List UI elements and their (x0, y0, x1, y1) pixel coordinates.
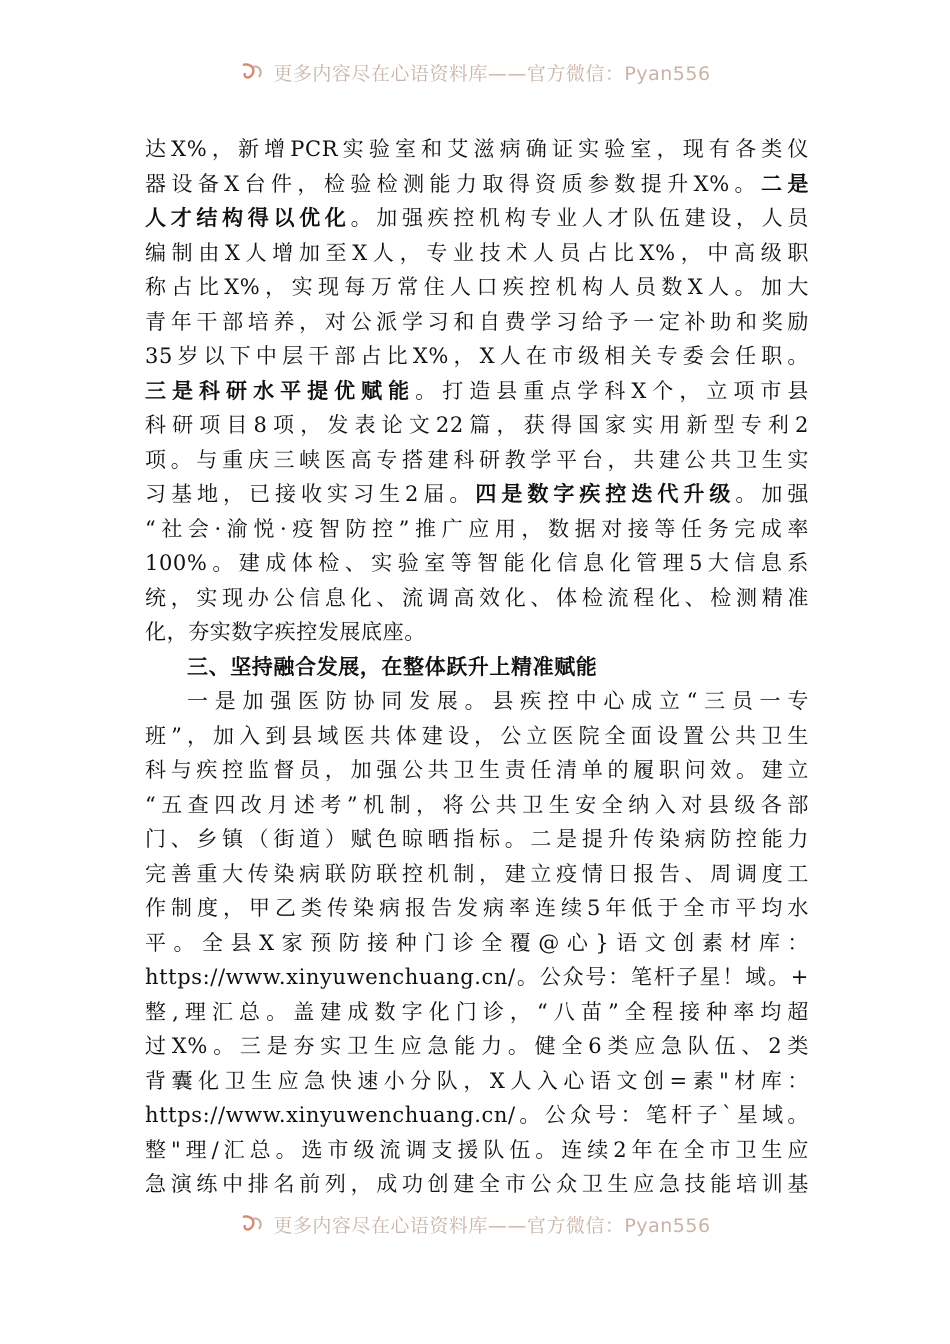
text-line: 人才结构得以优化。加强疾控机构专业人才队伍建设，人员 (145, 206, 809, 230)
text-line: 科与疾控监督员，加强公共卫生责任清单的履职问效。建立 (145, 758, 809, 782)
text-line: 化，夯实数字疾控发展底座。 (145, 620, 426, 644)
text-line: 平。全县X家预防接种门诊全覆@心}语文创素材库： (145, 930, 809, 955)
footer-watermark (0, 1204, 950, 1244)
text-line: 科研项目8项，发表论文22篇，获得国家实用新型专利2 (145, 413, 809, 437)
text-line: 背囊化卫生应急快速小分队，X人入心语文创=素"材库： (145, 1068, 809, 1093)
text-line: 门、乡镇（街道）赋色晾晒指标。二是提升传染病防控能力 (145, 827, 809, 851)
text-line: 一是加强医防协同发展。县疾控中心成立“三员一专 (187, 689, 809, 713)
text-line: 编制由X人增加至X人，专业技术人员占比X%，中高级职 (145, 240, 809, 265)
text-line: 项。与重庆三峡医高专搭建科研教学平台，共建公共卫生实 (145, 447, 809, 472)
text-line: 称占比X%，实现每万常住人口疾控机构人员数X人。加大 (145, 275, 809, 299)
header-watermark-text: 更多内容尽在心语资料库——官方微信：Pyan556 (273, 62, 711, 85)
logo-icon (239, 61, 265, 83)
text-line: 统，实现办公信息化、流调高效化、体检流程化、检测精准 (145, 585, 809, 610)
text-line: 三是科研水平提优赋能。打造县重点学科X个，立项市县 (145, 378, 809, 403)
text-line: 习基地，已接收实习生2届。四是数字疾控迭代升级。加强 (145, 482, 809, 506)
text-line: 班”，加入到县域医共体建设，公立医院全面设置公共卫生 (145, 723, 809, 748)
text-line: “社会·渝悦·疫智防控”推广应用，数据对接等任务完成率 (145, 516, 809, 541)
text-line: https://www.xinyuwenchuang.cn/。公众号：笔杆子星！域。+ (145, 965, 809, 989)
text-line: 器设备X台件，检验检测能力取得资质参数提升X%。二是 (145, 171, 809, 196)
section-heading: 三、坚持融合发展，在整体跃升上精准赋能 (187, 654, 598, 679)
header-watermark (0, 52, 950, 92)
footer-watermark-text: 更多内容尽在心语资料库——官方微信：Pyan556 (273, 1214, 711, 1237)
text-line: 过X%。三是夯实卫生应急能力。健全6类应急队伍、2类 (145, 1034, 809, 1058)
text-line: https://www.xinyuwenchuang.cn/。公众号：笔杆子`星域。 (145, 1103, 809, 1127)
text-line: 100%。建成体检、实验室等智能化信息化管理5大信息系 (145, 551, 809, 575)
body-text (145, 132, 809, 1202)
logo-icon (239, 1213, 265, 1235)
text-line: 35岁以下中层干部占比X%，X人在市级相关专委会任职。 (145, 344, 809, 368)
text-line: 完善重大传染病联防联控机制，建立疫情日报告、周调度工 (145, 861, 809, 886)
text-line: 整"理/汇总。选市级流调支援队伍。连续2年在全市卫生应 (145, 1137, 809, 1162)
text-line: 急演练中排名前列，成功创建全市公众卫生应急技能培训基 (145, 1172, 809, 1196)
text-line: 达X%，新增PCR实验室和艾滋病确证实验室，现有各类仪 (145, 137, 809, 161)
text-line: 作制度，甲乙类传染病报告发病率连续5年低于全市平均水 (145, 896, 809, 920)
text-line: 整,理汇总。盖建成数字化门诊，“八苗”全程接种率均超 (145, 999, 809, 1024)
text-line: “五查四改月述考”机制，将公共卫生安全纳入对县级各部 (145, 792, 809, 817)
text-line: 青年干部培养，对公派学习和自费学习给予一定补助和奖励 (145, 309, 809, 334)
